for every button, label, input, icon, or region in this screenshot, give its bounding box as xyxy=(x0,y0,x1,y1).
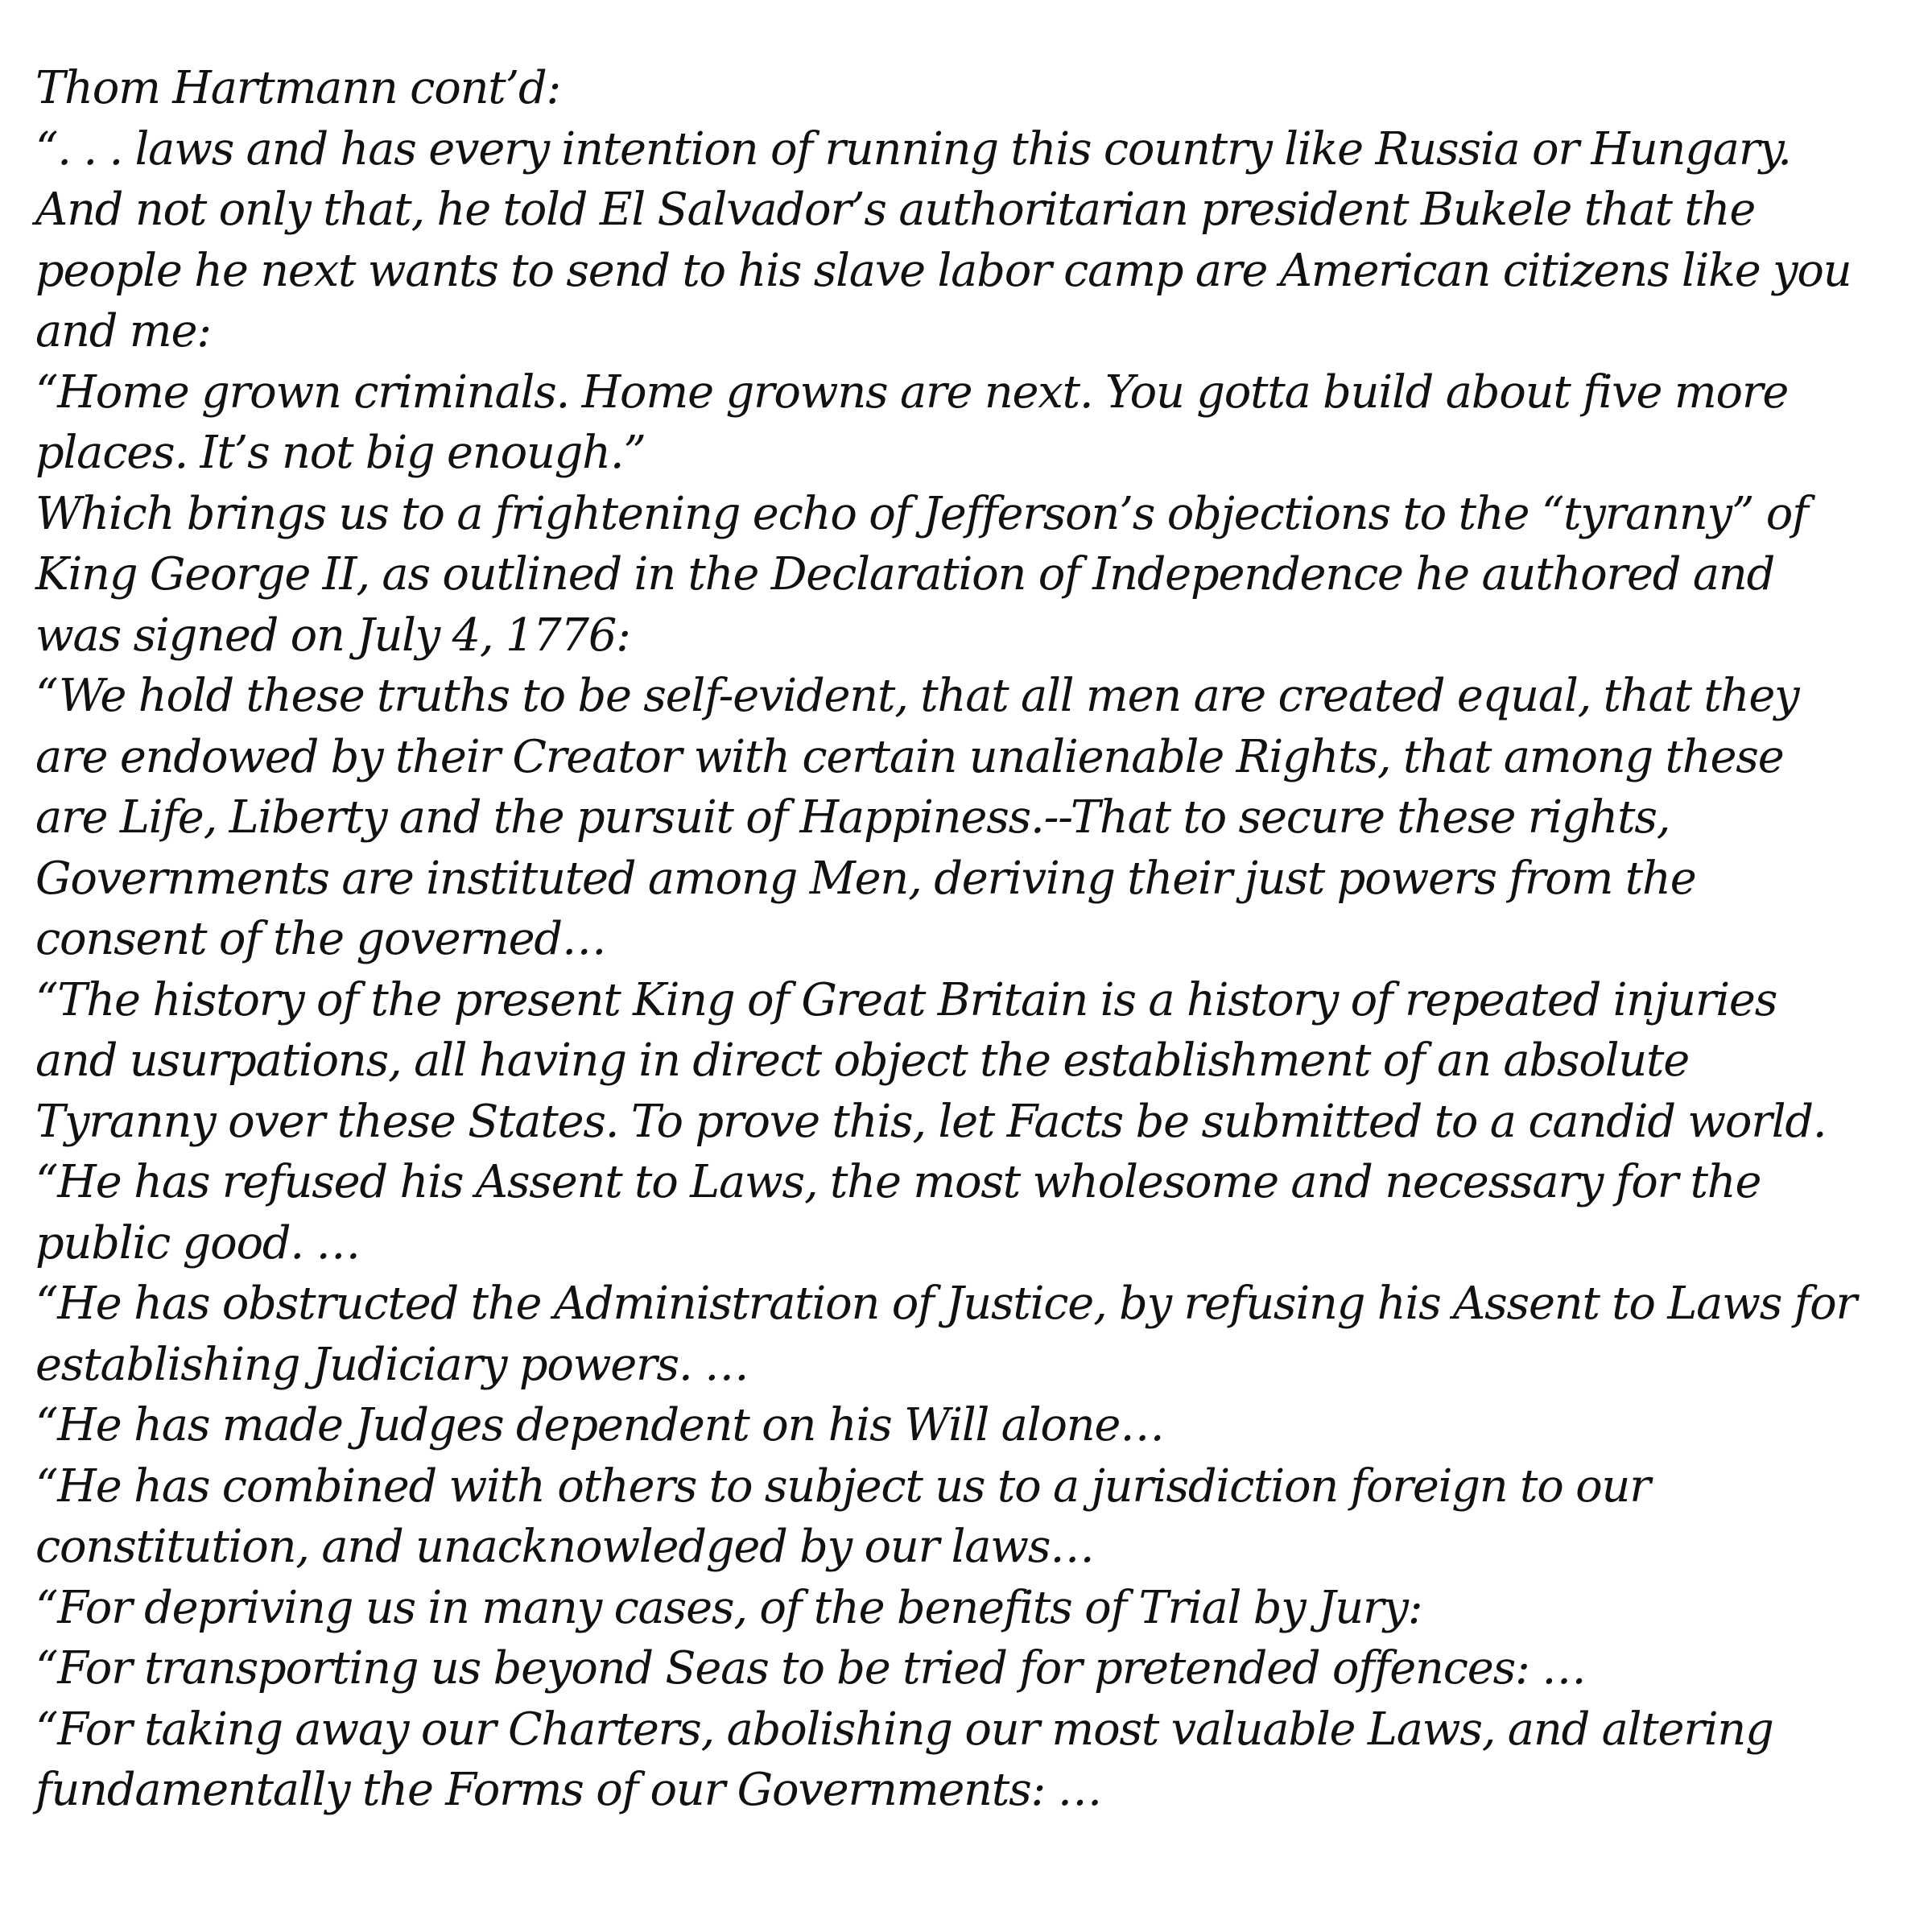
text-line: places. It’s not big enough.” xyxy=(35,427,646,479)
text-line: Thom Hartmann cont’d: xyxy=(35,62,561,114)
text-line: “The history of the present King of Great Britain is a history of repeated injuries xyxy=(35,973,1777,1026)
text-line: public good. … xyxy=(35,1216,360,1269)
text-line: “For transporting us beyond Seas to be tried for pretended offences: … xyxy=(35,1642,1586,1695)
text-line: are Life, Liberty and the pursuit of Happiness.--That to secure these rights, xyxy=(35,791,1670,844)
text-line: establishing Judiciary powers. … xyxy=(35,1338,749,1391)
text-line: and usurpations, all having in direct object the establishment of an absolute xyxy=(35,1034,1690,1087)
text-line: constitution, and unacknowledged by our laws… xyxy=(35,1521,1094,1573)
text-line: people he next wants to send to his slave labor camp are American citizens like you xyxy=(35,244,1852,297)
text-line: “We hold these truths to be self-evident, that all men are created equal, that they xyxy=(35,670,1799,722)
text-line: fundamentally the Forms of our Governments: … xyxy=(35,1764,1102,1816)
text-line: And not only that, he told El Salvador’s authoritarian president Bukele that the xyxy=(35,184,1756,236)
text-line: “He has made Judges dependent on his Will alone… xyxy=(35,1399,1164,1451)
text-line: and me: xyxy=(35,305,211,357)
text-line: “. . . laws and has every intention of running this country like Russia or Hungary. xyxy=(35,122,1791,175)
text-line: consent of the governed… xyxy=(35,913,606,965)
text-line: “For depriving us in many cases, of the benefits of Trial by Jury: xyxy=(35,1581,1422,1634)
text-line: Which brings us to a frightening echo of Jefferson’s objections to the “tyranny” of xyxy=(35,487,1808,540)
text-line: “Home grown criminals. Home growns are next. You gotta build about five more xyxy=(35,365,1789,419)
text-line: “He has obstructed the Administration of Justice, by refusing his Assent to Laws for xyxy=(35,1278,1857,1330)
text-line: “He has combined with others to subject us to a jurisdiction foreign to our xyxy=(35,1459,1650,1513)
text-line: “For taking away our Charters, abolishing our most valuable Laws, and altering xyxy=(35,1703,1773,1756)
text-line: was signed on July 4, 1776: xyxy=(35,609,630,662)
text-line: “He has refused his Assent to Laws, the most wholesome and necessary for the xyxy=(35,1156,1761,1208)
text-line: King George II, as outlined in the Declaration of Independence he authored and xyxy=(35,548,1775,601)
document-text xyxy=(35,58,1927,1821)
text-line: Tyranny over these States. To prove this, let Facts be submitted to a candid world. xyxy=(35,1095,1827,1148)
text-line: Governments are instituted among Men, deriving their just powers from the xyxy=(35,852,1696,905)
text-line: are endowed by their Creator with certain unalienable Rights, that among these xyxy=(35,730,1784,783)
